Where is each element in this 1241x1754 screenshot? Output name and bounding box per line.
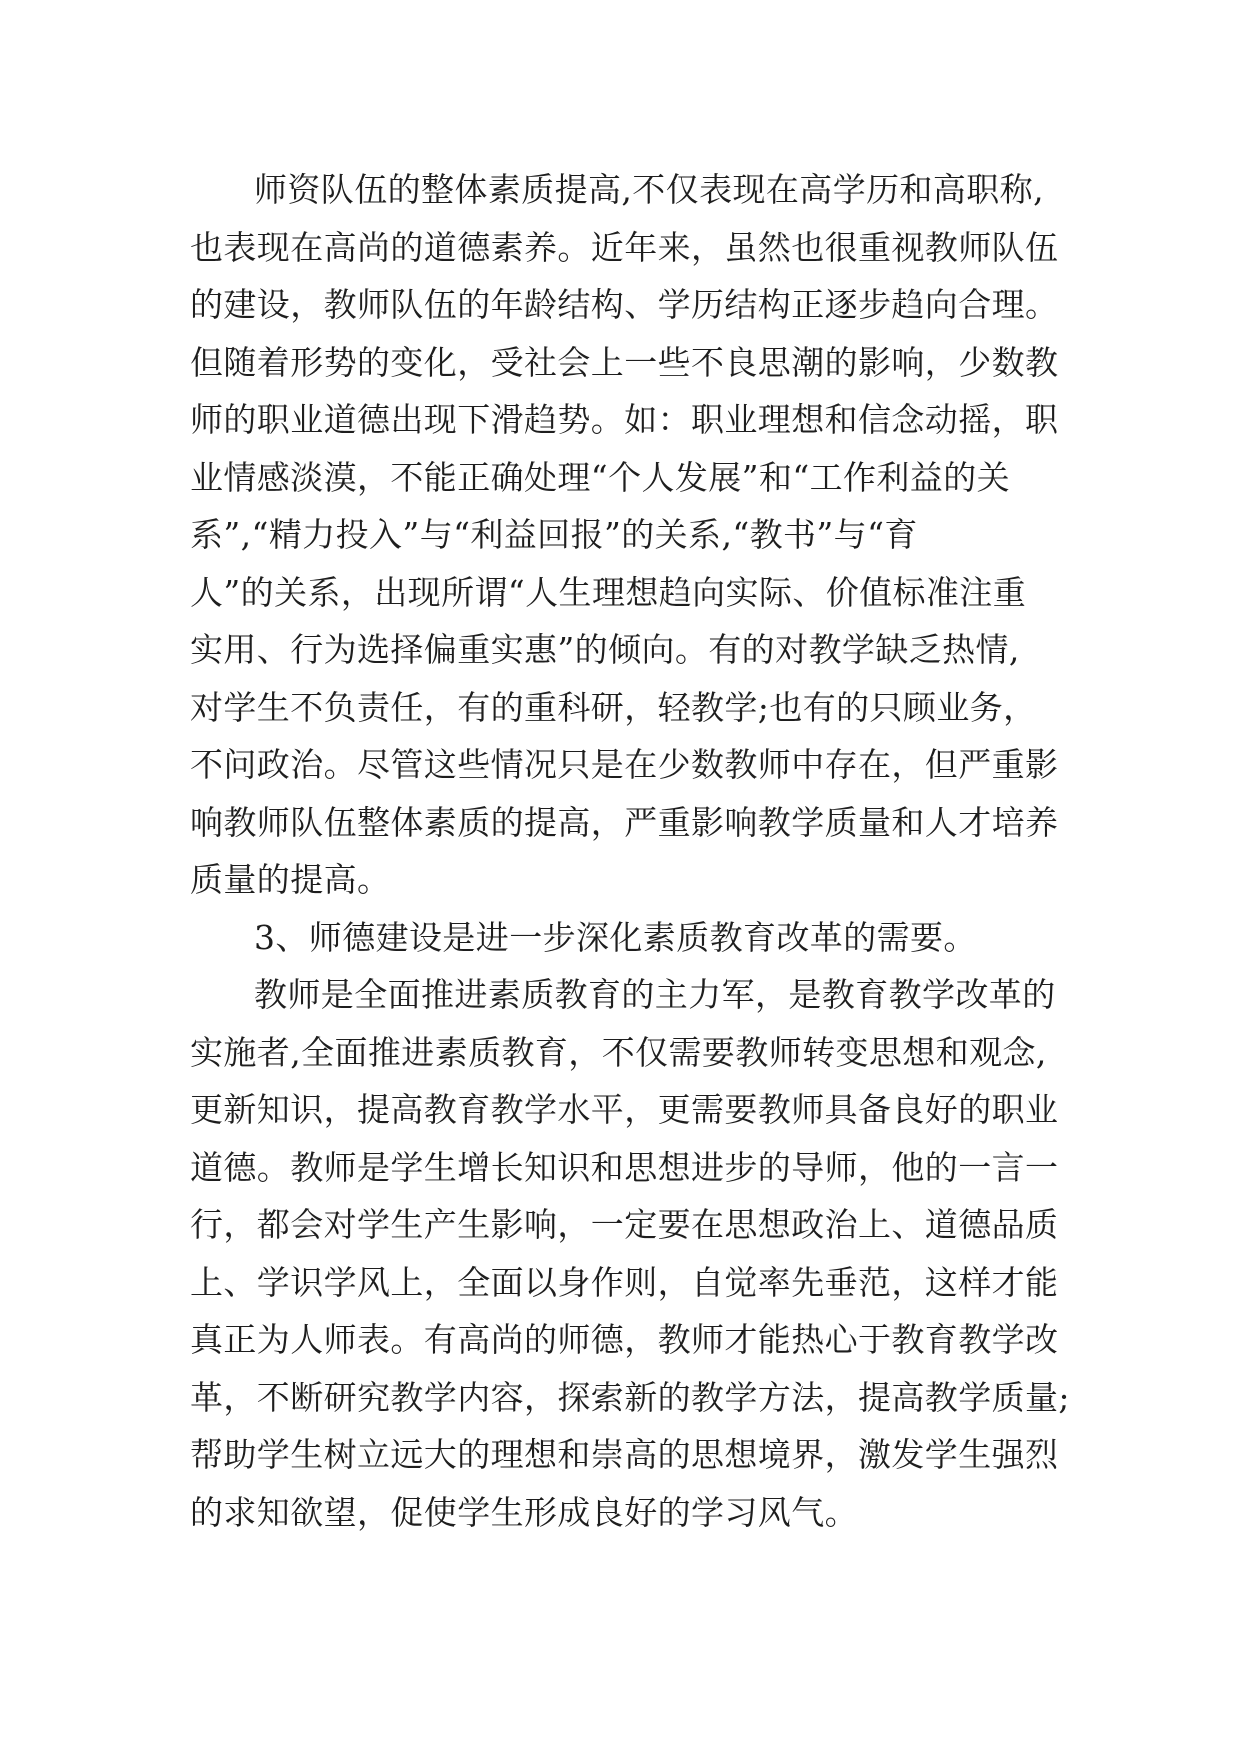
- text-line: 但随着形势的变化，受社会上一些不良思潮的影响，少数教: [190, 342, 1059, 382]
- text-line: 上、学识学风上，全面以身作则，自觉率先垂范，这样才能: [190, 1262, 1059, 1302]
- document-body: [190, 161, 1070, 1541]
- text-line: 对学生不负责任，有的重科研，轻教学;也有的只顾业务，: [190, 687, 1037, 727]
- text-line: 行，都会对学生产生影响，一定要在思想政治上、道德品质: [190, 1205, 1059, 1244]
- text-line: 也表现在高尚的道德素养。近年来，虽然也很重视教师队伍: [190, 227, 1059, 267]
- text-line: 真正为人师表。有高尚的师德，教师才能热心于教育教学改: [190, 1320, 1059, 1359]
- text-line: 实施者,全面推进素质教育，不仅需要教师转变思想和观念,: [190, 1032, 1047, 1072]
- text-line: 教师是全面推进素质教育的主力军，是教育教学改革的: [254, 975, 1056, 1014]
- text-line: 的求知欲望，促使学生形成良好的学习风气。: [190, 1492, 858, 1532]
- text-line: 实用、行为选择偏重实惠”的倾向。有的对教学缺乏热情,: [190, 630, 1020, 669]
- text-line: 响教师队伍整体素质的提高，严重影响教学质量和人才培养: [190, 802, 1059, 842]
- text-line: 的建设，教师队伍的年龄结构、学历结构正逐步趋向合理。: [190, 285, 1059, 324]
- text-line: 道德。教师是学生增长知识和思想进步的导师，他的一言一: [190, 1147, 1059, 1187]
- text-line: 质量的提高。: [190, 860, 391, 899]
- text-line: 革，不断研究教学内容，探索新的教学方法，提高教学质量;: [190, 1377, 1070, 1417]
- text-line: 更新知识，提高教育教学水平，更需要教师具备良好的职业: [190, 1090, 1059, 1129]
- text-line: 不问政治。尽管这些情况只是在少数教师中存在，但严重影: [190, 745, 1059, 784]
- text-line: 师资队伍的整体素质提高,不仅表现在高学历和高职称,: [254, 170, 1044, 209]
- section-heading: 3、师德建设是进一步深化素质教育改革的需要。: [254, 917, 977, 957]
- text-line: 帮助学生树立远大的理想和崇高的思想境界，激发学生强烈: [190, 1435, 1059, 1474]
- text-line: 师的职业道德出现下滑趋势。如：职业理想和信念动摇，职: [190, 400, 1059, 439]
- text-line: 业情感淡漠，不能正确处理“个人发展”和“工作利益的关: [190, 457, 1011, 497]
- text-line: 系”,“精力投入”与“利益回报”的关系,“教书”与“育: [190, 515, 918, 554]
- text-line: 人”的关系，出现所谓“人生理想趋向实际、价值标准注重: [190, 572, 1027, 612]
